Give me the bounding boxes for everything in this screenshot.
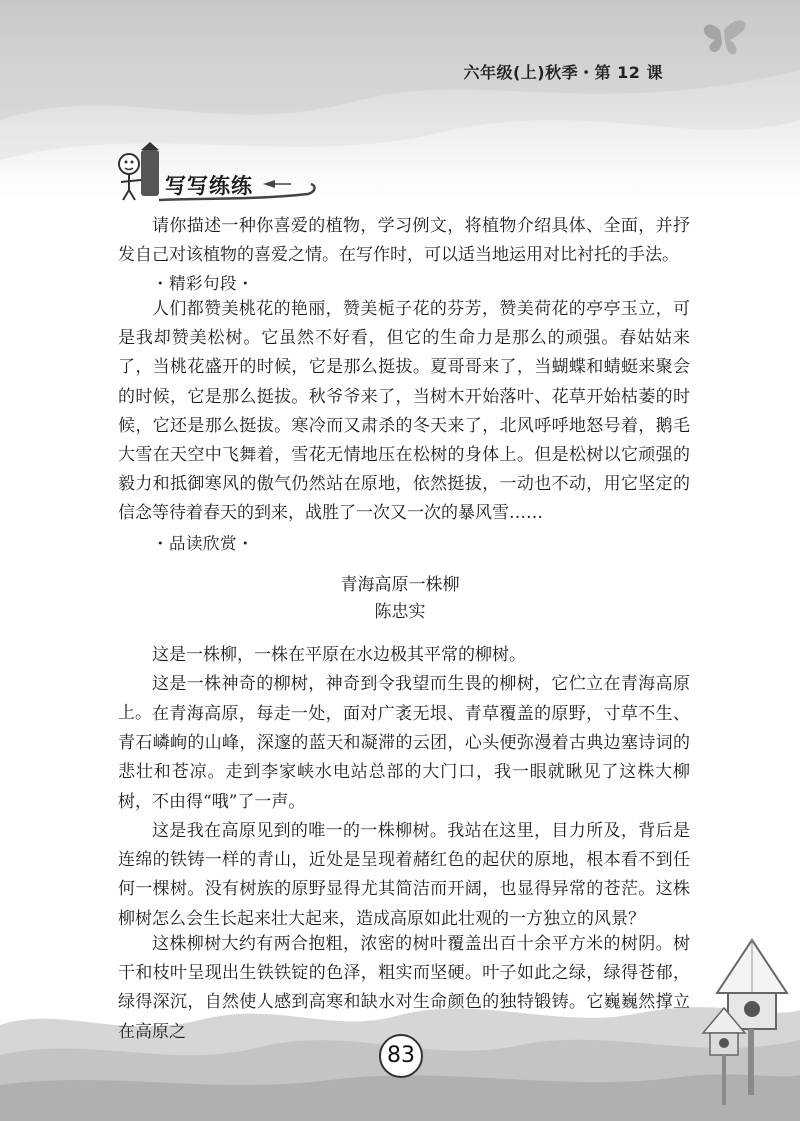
page-number: 83: [387, 1043, 415, 1068]
article-author: 陈忠实: [374, 602, 426, 622]
excerpt-label: ・精彩句段・: [152, 274, 254, 293]
small-birdhouse-icon: [700, 1005, 748, 1105]
article-paragraph: 这株柳树大约有两合抱粗，浓密的树叶覆盖出百十余平方米的树阴。树干和枝叶呈现出生铁铁锭的色泽，粗实而坚硬。叶子如此之绿，绿得苍郁，绿得深沉，自然使人感到高寒和缺水对生命颜色的独特锻铸。它巍巍然撑立在高原之: [118, 934, 690, 1042]
article-paragraph: 这是我在高原见到的唯一的一株柳树。我站在这里，目力所及，背后是连绵的铁铸一样的青山，近处是呈现着赭红色的起伏的原地，根本看不到任何一棵树。没有树族的原野显得尤其简洁而开阔，也显得异常的苍茫。这株柳树怎么会生长起来壮大起来，造成高原如此壮观的一方独立的风景？: [118, 821, 690, 929]
page-number-badge: [378, 1033, 424, 1079]
arrow-left-icon: [263, 180, 291, 188]
section-heading: [113, 142, 323, 206]
section-title: 写写练练: [165, 174, 253, 198]
article-paragraph: 这是一株神奇的柳树，神奇到令我望而生畏的柳树，它伫立在青海高原上。: [118, 674, 690, 724]
cartoon-pencil-icon: [119, 142, 159, 200]
article-title: 青海高原一株柳: [340, 575, 460, 595]
reading-label: ・品读欣赏・: [152, 534, 254, 553]
article-paragraph: 这是一株柳，一株在平原在水边极其平常的柳树。: [152, 645, 526, 665]
writing-prompt: 请你描述一种你喜爱的植物，学习例文，将植物介绍具体、全面，并抒发自己对该植物的喜爱之情。在写作时，可以适当地运用对比衬托的手法。: [118, 216, 690, 266]
excerpt-text: 人们都赞美桃花的艳丽，赞美栀子花的芬芳，赞美荷花的亭亭玉立，可是我却赞美松树。它虽然不好看，但它的生命力是那么的顽强。春姑姑来了，当桃花盛开的时候，它是那么挺拔。夏哥哥来了，当蝴蝶和蜻蜓来聚会的时候，它是那么挺拔。秋爷爷来了，当树木开始落叶、花草开始枯萎的时候，它还是那么挺拔。寒冷而又肃杀的冬天来了，北风呼呼地怒号着，鹅毛大雪在天空中飞舞着，雪花无情地压在松树的身体上。但是松树以它顽强的毅力和抵御寒风的傲气仍然站在原地，依然挺拔，一动也不动，用它坚定的信念等待着春天的到来，战胜了一次又一次的暴风雪……: [118, 299, 690, 524]
course-label: 六年级(上)秋季・第 12 课: [463, 63, 663, 82]
article-paragraph: 在青海高原，每走一处，面对广袤无垠、青草覆盖的原野，寸草不生、青石嶙峋的山峰，深邃的蓝天和凝滞的云团，心头便弥漫着古典边塞诗词的悲壮和苍凉。走到李家峡水电站总部的大门口，我一眼就瞅见了这株大柳树，不由得“哦”了一声。: [118, 704, 690, 812]
